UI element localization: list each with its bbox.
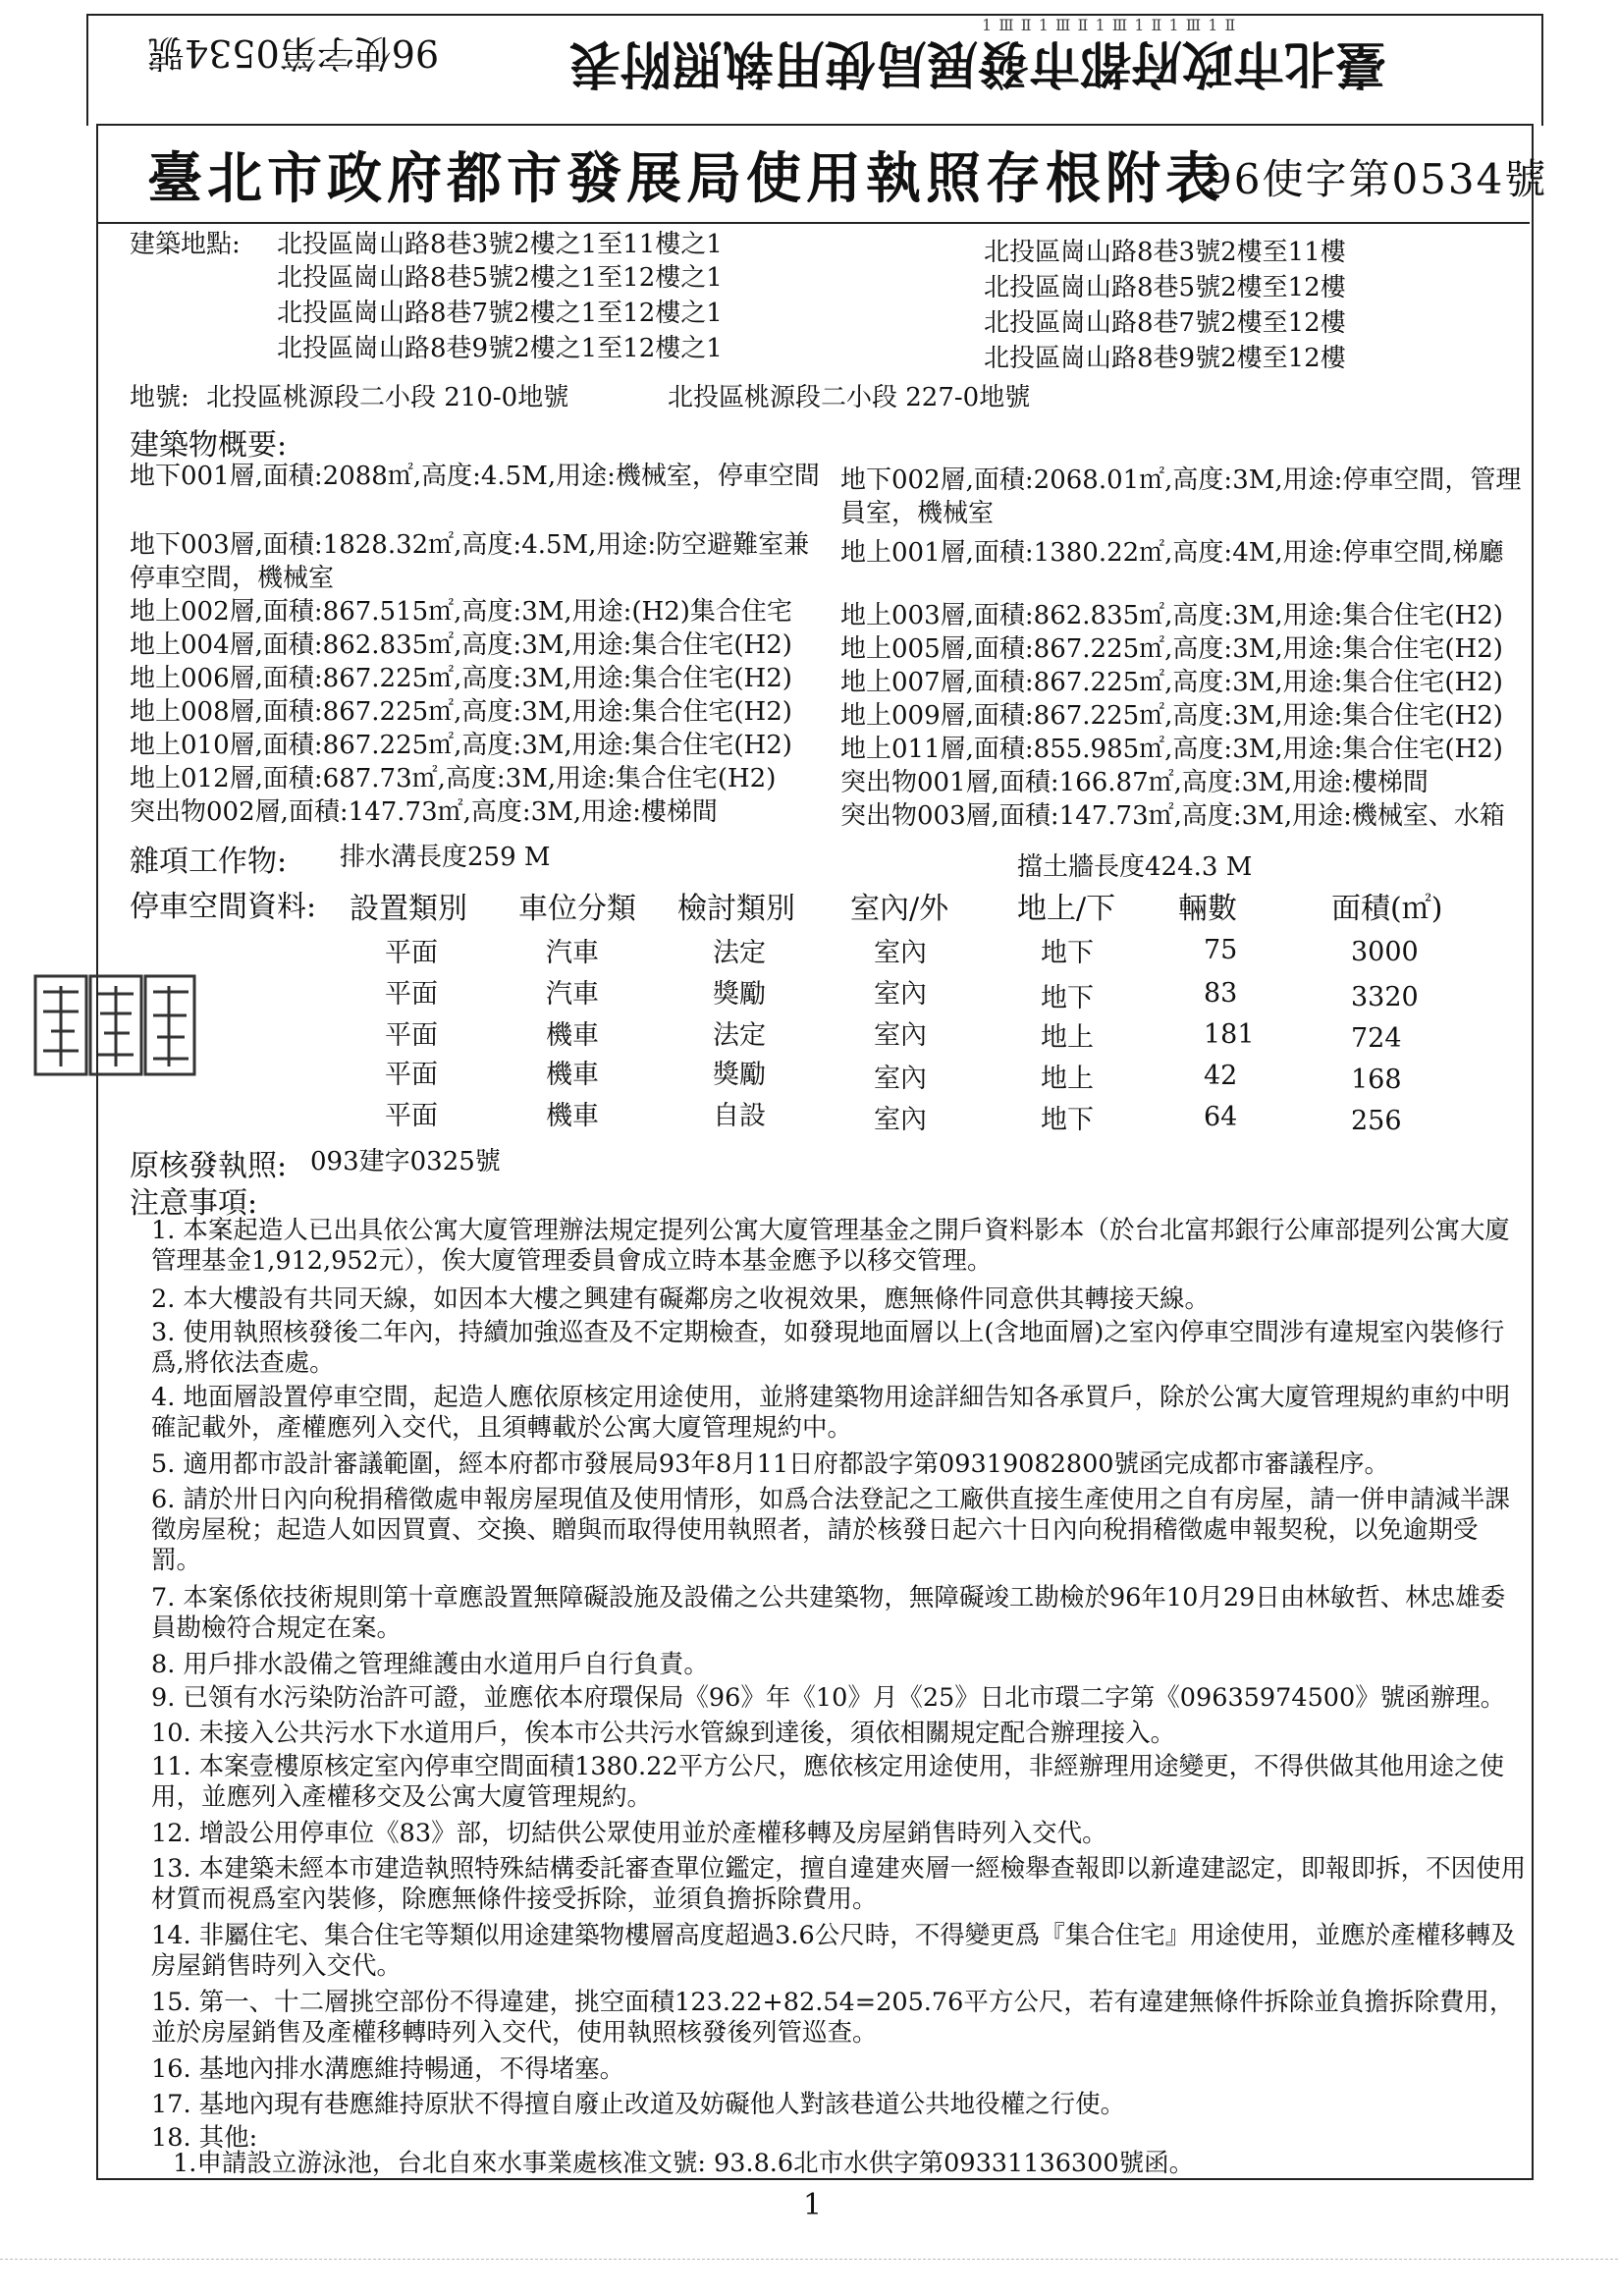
seal-graphic	[31, 972, 198, 1080]
table-cell: 平面	[385, 938, 438, 968]
lot-label: 地號:	[130, 383, 189, 412]
overview-left-8: 地上012層,面積:687.73㎡,高度:3M,用途:集合住宅(H2)	[130, 764, 777, 793]
overview-right-2: 地上001層,面積:1380.22㎡,高度:4M,用途:停車空間,梯廳	[840, 538, 1504, 568]
misc-item-2: 擋土牆長度424.3 M	[1017, 852, 1253, 882]
parking-header-vehicle: 車位分類	[518, 892, 636, 926]
overview-left-7: 地上010層,面積:867.225㎡,高度:3M,用途:集合住宅(H2)	[130, 731, 792, 760]
parking-header-area: 面積(㎡)	[1331, 892, 1443, 926]
original-license-value: 093建字0325號	[310, 1147, 501, 1176]
table-cell: 室內	[874, 938, 927, 968]
overview-right-3: 地上003層,面積:862.835㎡,高度:3M,用途:集合住宅(H2)	[840, 601, 1503, 630]
parking-header-type: 設置類別	[350, 892, 467, 926]
table-cell: 168	[1351, 1065, 1402, 1095]
site-left-3: 北投區崗山路8巷7號2樓之1至12樓之1	[277, 299, 723, 328]
site-label: 建築地點:	[130, 230, 241, 259]
note-item-12: 12. 增設公用停車位《83》部，切結供公眾使用並於產權移轉及房屋銷售時列入交代。	[151, 1819, 1107, 1848]
overview-left-9: 突出物002層,面積:147.73㎡,高度:3M,用途:樓梯間	[130, 797, 718, 827]
parking-header-count: 輛數	[1178, 892, 1237, 926]
table-cell: 室內	[874, 1064, 927, 1094]
official-seal-icon	[31, 972, 198, 1080]
parking-header-review: 檢討類別	[677, 892, 795, 926]
note-item-7: 7. 本案係依技術規則第十章應設置無障礙設施及設備之公共建築物，無障礙竣工勘檢於96年10月29日由林敏哲、林忠雄委員勘檢符合規定在案。	[151, 1583, 1506, 1643]
table-cell: 室內	[874, 1105, 927, 1135]
site-left-4: 北投區崗山路8巷9號2樓之1至12樓之1	[277, 334, 723, 363]
note-item-15: 15. 第一、十二層挑空部份不得違建，挑空面積123.22+82.54=205.76平方公尺，若有違建無條件拆除並負擔拆除費用，並於房屋銷售及產權移轉時列入交代，使用執照核發後列管巡查。	[151, 1988, 1515, 2048]
table-cell: 室內	[874, 979, 927, 1010]
note-item-13: 13. 本建築未經本市建造執照特殊結構委託審查單位鑑定，擅自違建夾層一經檢舉查報即以新違建認定，即報即拆，不因使用材質而視爲室內裝修，除應無條件接受拆除，並須負擔拆除費用。	[151, 1854, 1527, 1914]
table-cell: 地下	[1041, 938, 1094, 968]
overview-left-4: 地上004層,面積:862.835㎡,高度:3M,用途:集合住宅(H2)	[130, 630, 792, 660]
table-cell: 83	[1204, 978, 1238, 1009]
overview-left-5: 地上006層,面積:867.225㎡,高度:3M,用途:集合住宅(H2)	[130, 664, 792, 693]
overview-right-1: 地下002層,面積:2068.01㎡,高度:3M,用途:停車空間，管理員室，機械室	[840, 465, 1522, 528]
overview-label: 建築物概要:	[130, 428, 288, 463]
table-cell: 機車	[546, 1060, 599, 1090]
note-item-6: 6. 請於卅日內向稅捐稽徵處申報房屋現值及使用情形，如爲合法登記之工廠供直接生產使用之自有房屋，請一併申請減半課徵房屋稅；起造人如因買賣、交換、贈與而取得使用執照者，請於核發日起六十日內向稅捐稽徵處申報契稅，以免逾期受罰。	[151, 1485, 1510, 1575]
overview-left-2: 地下003層,面積:1828.32㎡,高度:4.5M,用途:防空避難室兼停車空間，機械室	[130, 530, 810, 593]
lot-value-2: 北投區桃源段二小段 227-0地號	[668, 383, 1031, 412]
note-item-17: 17. 基地內現有巷應維持原狀不得擅自廢止改道及妨礙他人對該巷道公共地役權之行使。	[151, 2090, 1126, 2119]
table-cell: 181	[1204, 1019, 1255, 1050]
table-cell: 地下	[1041, 1105, 1094, 1135]
note-item-11: 11. 本案壹樓原核定室內停車空間面積1380.22平方公尺，應依核定用途使用，非經辦理用途變更，不得供做其他用途之使用，並應列入產權移交及公寓大廈管理規約。	[151, 1752, 1505, 1812]
overview-right-9: 突出物003層,面積:147.73㎡,高度:3M,用途:機械室、水箱	[840, 801, 1505, 831]
page-number: 1	[803, 2188, 823, 2222]
table-cell: 室內	[874, 1020, 927, 1051]
table-cell: 3000	[1351, 937, 1419, 967]
table-cell: 地上	[1041, 1022, 1094, 1053]
overview-left-3: 地上002層,面積:867.515㎡,高度:3M,用途:(H2)集合住宅	[130, 597, 792, 627]
site-right-1: 北投區崗山路8巷3號2樓至11樓	[984, 238, 1346, 267]
table-cell: 64	[1204, 1102, 1238, 1132]
table-cell: 法定	[713, 938, 766, 968]
notes-label: 注意事項:	[130, 1186, 258, 1221]
stub-title: 臺北市政府都市發展局使用執照附表	[569, 33, 1387, 93]
overview-left-1: 地下001層,面積:2088㎡,高度:4.5M,用途:機械室，停車空間	[130, 462, 820, 491]
table-cell: 平面	[385, 979, 438, 1010]
table-cell: 75	[1204, 935, 1238, 965]
table-cell: 平面	[385, 1060, 438, 1090]
site-left-1: 北投區崗山路8巷3號2樓之1至11樓之1	[277, 230, 723, 259]
table-cell: 42	[1204, 1061, 1238, 1091]
table-cell: 法定	[713, 1020, 766, 1051]
site-right-2: 北投區崗山路8巷5號2樓至12樓	[984, 273, 1346, 302]
parking-label: 停車空間資料:	[130, 890, 317, 924]
table-cell: 獎勵	[713, 979, 766, 1010]
parking-header-indoor: 室內/外	[850, 892, 949, 926]
overview-left-6: 地上008層,面積:867.225㎡,高度:3M,用途:集合住宅(H2)	[130, 697, 792, 727]
overview-right-6: 地上009層,面積:867.225㎡,高度:3M,用途:集合住宅(H2)	[840, 701, 1503, 731]
table-cell: 256	[1351, 1106, 1402, 1136]
table-cell: 機車	[546, 1020, 599, 1051]
site-right-3: 北投區崗山路8巷7號2樓至12樓	[984, 308, 1346, 338]
table-cell: 汽車	[546, 979, 599, 1010]
table-cell: 3320	[1351, 982, 1419, 1012]
stub-number: 96使字第0534號	[147, 31, 440, 75]
note-item-5: 5. 適用都市設計審議範圍，經本府都市發展局93年8月11日府都設字第09319082800號函完成都市審議程序。	[151, 1449, 1390, 1479]
original-license-label: 原核發執照:	[130, 1149, 288, 1183]
site-left-2: 北投區崗山路8巷5號2樓之1至12樓之1	[277, 263, 723, 293]
note-item-10: 10. 未接入公共污水下水道用戶，俟本市公共污水管線到達後，須依相關規定配合辦理接入。	[151, 1719, 1176, 1748]
note-item-8: 8. 用戶排水設備之管理維護由水道用戶自行負責。	[151, 1650, 709, 1679]
parking-header-level: 地上/下	[1017, 892, 1116, 926]
note-item-18: 18. 其他:	[151, 2123, 258, 2153]
scan-edge-line	[0, 2259, 1618, 2261]
table-cell: 地上	[1041, 1064, 1094, 1094]
table-cell: 平面	[385, 1020, 438, 1051]
misc-item-1: 排水溝長度259 M	[340, 843, 551, 872]
overview-right-5: 地上007層,面積:867.225㎡,高度:3M,用途:集合住宅(H2)	[840, 668, 1503, 697]
overview-right-8: 突出物001層,面積:166.87㎡,高度:3M,用途:樓梯間	[840, 768, 1429, 797]
table-cell: 724	[1351, 1023, 1402, 1054]
table-cell: 自設	[713, 1101, 766, 1131]
note-item-2: 2. 本大樓設有共同天線，如因本大樓之興建有礙鄰房之收視效果，應無條件同意供其轉接天線。	[151, 1285, 1210, 1314]
note-item-1: 1. 本案起造人已出具依公寓大廈管理辦法規定提列公寓大廈管理基金之開戶資料影本（於台北富邦銀行公庫部提列公寓大廈管理基金1,912,952元），俟大廈管理委員會成立時本基金應予以移交管理。	[151, 1216, 1510, 1276]
table-cell: 汽車	[546, 938, 599, 968]
table-cell: 機車	[546, 1101, 599, 1131]
note-item-4: 4. 地面層設置停車空間，起造人應依原核定用途使用，並將建築物用途詳細告知各承買戶，除於公寓大廈管理規約車約中明確記載外，產權應列入交代，且須轉載於公寓大廈管理規約中。	[151, 1383, 1510, 1443]
note-item-16: 16. 基地內排水溝應維持暢通，不得堵塞。	[151, 2054, 625, 2084]
table-cell: 地下	[1041, 983, 1094, 1013]
top-strip-text: 1 Ⅲ Ⅱ 1 Ⅲ Ⅱ 1 Ⅲ 1 Ⅱ 1 Ⅲ 1 Ⅱ	[982, 16, 1237, 34]
misc-label: 雜項工作物:	[130, 845, 288, 879]
table-cell: 平面	[385, 1101, 438, 1131]
lot-value-1: 北投區桃源段二小段 210-0地號	[206, 383, 569, 412]
note-item-9: 9. 已領有水污染防治許可證，並應依本府環保局《96》年《10》月《25》日北市環二字第《09635974500》號函辦理。	[151, 1683, 1506, 1713]
page-title: 臺北市政府都市發展局使用執照存根附表	[147, 146, 1225, 211]
overview-right-4: 地上005層,面積:867.225㎡,高度:3M,用途:集合住宅(H2)	[840, 634, 1503, 664]
note-item-14: 14. 非屬住宅、集合住宅等類似用途建築物樓層高度超過3.6公尺時，不得變更爲『集合住宅』用途使用，並應於產權移轉及房屋銷售時列入交代。	[151, 1921, 1516, 1981]
note-subitem-1: 1.申請設立游泳池，台北自來水事業處核准文號: 93.8.6北市水供字第09331136300號函。	[173, 2149, 1195, 2178]
site-right-4: 北投區崗山路8巷9號2樓至12樓	[984, 344, 1346, 373]
table-cell: 獎勵	[713, 1060, 766, 1090]
license-number: 96使字第0534號	[1206, 155, 1548, 203]
overview-right-7: 地上011層,面積:855.985㎡,高度:3M,用途:集合住宅(H2)	[840, 735, 1503, 764]
note-item-3: 3. 使用執照核發後二年內，持續加強巡查及不定期檢查，如發現地面層以上(含地面層)之室內停車空間涉有違規室內裝修行爲,將依法查處。	[151, 1318, 1505, 1378]
